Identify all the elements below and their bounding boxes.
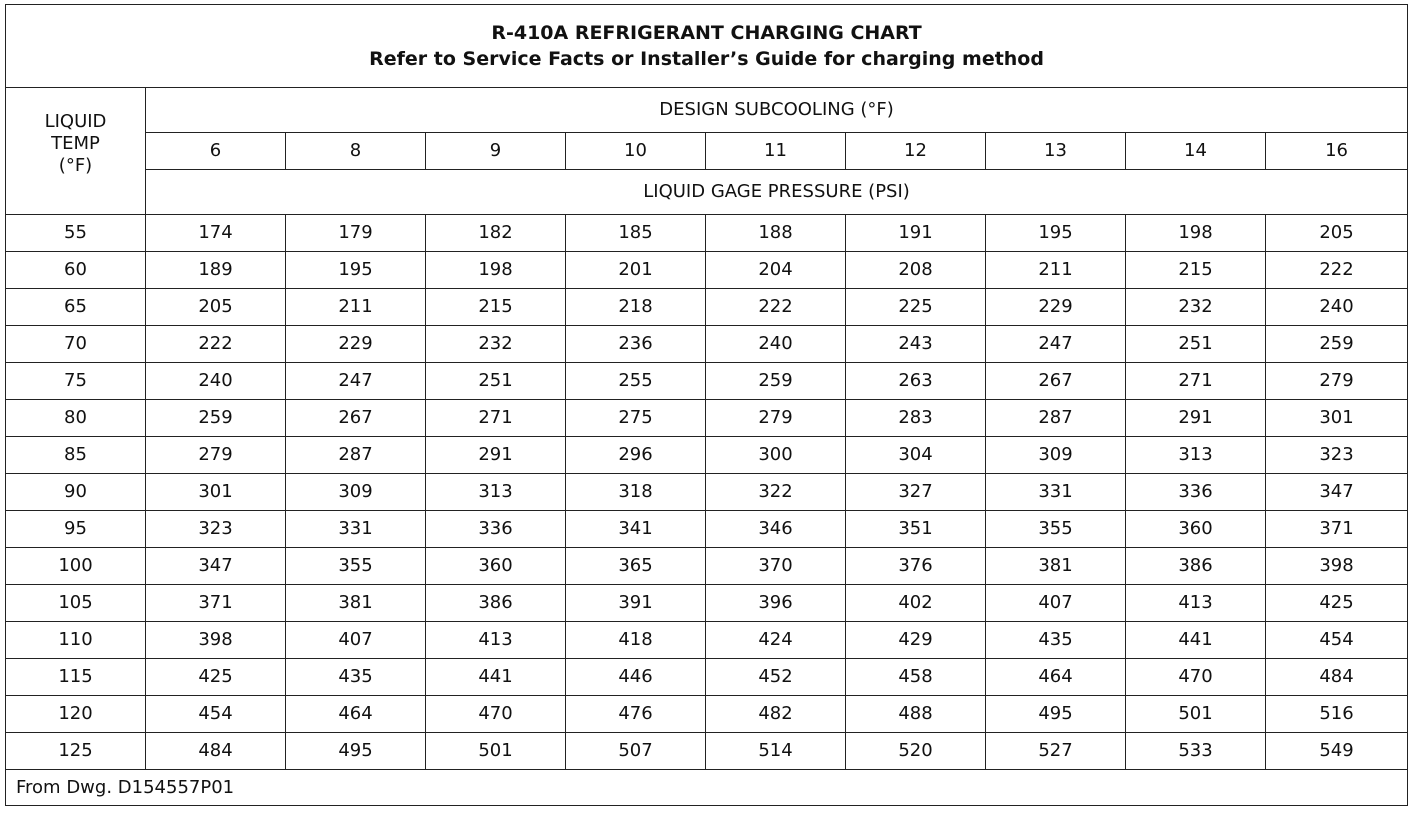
pressure-cell: 386 — [1126, 548, 1266, 585]
pressure-cell: 211 — [986, 252, 1126, 289]
pressure-cell: 407 — [986, 585, 1126, 622]
pressure-cell: 263 — [846, 363, 986, 400]
pressure-cell: 501 — [426, 733, 566, 770]
pressure-cell: 236 — [566, 326, 706, 363]
table-row — [6, 215, 1408, 252]
subcooling-column-header: 14 — [1126, 133, 1266, 170]
pressure-cell: 189 — [146, 252, 286, 289]
pressure-cell: 179 — [286, 215, 426, 252]
pressure-cell: 291 — [1126, 400, 1266, 437]
table-row — [6, 585, 1408, 622]
pressure-cell: 435 — [286, 659, 426, 696]
pressure-cell: 322 — [706, 474, 846, 511]
pressure-cell: 341 — [566, 511, 706, 548]
pressure-cell: 215 — [1126, 252, 1266, 289]
pressure-cell: 476 — [566, 696, 706, 733]
pressure-cell: 501 — [1126, 696, 1266, 733]
pressure-cell: 205 — [146, 289, 286, 326]
pressure-cell: 346 — [706, 511, 846, 548]
pressure-cell: 391 — [566, 585, 706, 622]
pressure-cell: 381 — [286, 585, 426, 622]
pressure-cell: 198 — [426, 252, 566, 289]
table-row — [6, 511, 1408, 548]
subcooling-column-header: 10 — [566, 133, 706, 170]
liquid-temp-cell: 65 — [6, 289, 146, 326]
liquid-temp-cell: 105 — [6, 585, 146, 622]
table-row — [6, 733, 1408, 770]
liquid-temp-cell: 75 — [6, 363, 146, 400]
pressure-cell: 371 — [1266, 511, 1408, 548]
liquid-temp-header — [6, 88, 146, 215]
pressure-cell: 229 — [986, 289, 1126, 326]
pressure-cell: 514 — [706, 733, 846, 770]
pressure-cell: 232 — [426, 326, 566, 363]
pressure-cell: 495 — [986, 696, 1126, 733]
pressure-cell: 452 — [706, 659, 846, 696]
pressure-cell: 396 — [706, 585, 846, 622]
pressure-cell: 527 — [986, 733, 1126, 770]
pressure-cell: 360 — [426, 548, 566, 585]
pressure-cell: 240 — [706, 326, 846, 363]
pressure-cell: 371 — [146, 585, 286, 622]
liquid-temp-header-line-2: TEMP — [51, 133, 100, 154]
pressure-cell: 482 — [706, 696, 846, 733]
pressure-cell: 365 — [566, 548, 706, 585]
pressure-cell: 376 — [846, 548, 986, 585]
pressure-cell: 425 — [146, 659, 286, 696]
pressure-cell: 470 — [1126, 659, 1266, 696]
pressure-cell: 454 — [1266, 622, 1408, 659]
pressure-cell: 218 — [566, 289, 706, 326]
pressure-cell: 331 — [286, 511, 426, 548]
chart-title-line-1: R-410A REFRIGERANT CHARGING CHART — [491, 22, 922, 44]
pressure-cell: 386 — [426, 585, 566, 622]
liquid-temp-cell: 115 — [6, 659, 146, 696]
pressure-cell: 174 — [146, 215, 286, 252]
table-row — [6, 289, 1408, 326]
pressure-cell: 446 — [566, 659, 706, 696]
pressure-cell: 300 — [706, 437, 846, 474]
pressure-cell: 251 — [1126, 326, 1266, 363]
subcooling-column-header: 8 — [286, 133, 426, 170]
pressure-cell: 347 — [1266, 474, 1408, 511]
pressure-cell: 381 — [986, 548, 1126, 585]
pressure-cell: 251 — [426, 363, 566, 400]
pressure-cell: 309 — [986, 437, 1126, 474]
chart-title-line-2: Refer to Service Facts or Installer’s Guide for charging method — [369, 48, 1044, 70]
pressure-cell: 435 — [986, 622, 1126, 659]
pressure-cell: 318 — [566, 474, 706, 511]
pressure-cell: 191 — [846, 215, 986, 252]
pressure-cell: 255 — [566, 363, 706, 400]
pressure-cell: 283 — [846, 400, 986, 437]
pressure-cell: 313 — [1126, 437, 1266, 474]
pressure-cell: 271 — [426, 400, 566, 437]
pressure-cell: 309 — [286, 474, 426, 511]
pressure-cell: 267 — [286, 400, 426, 437]
pressure-cell: 407 — [286, 622, 426, 659]
pressure-cell: 287 — [986, 400, 1126, 437]
pressure-cell: 229 — [286, 326, 426, 363]
pressure-cell: 418 — [566, 622, 706, 659]
table-row — [6, 400, 1408, 437]
liquid-temp-cell: 120 — [6, 696, 146, 733]
table-row — [6, 363, 1408, 400]
liquid-temp-cell: 80 — [6, 400, 146, 437]
liquid-temp-cell: 100 — [6, 548, 146, 585]
pressure-cell: 549 — [1266, 733, 1408, 770]
chart-body — [6, 215, 1408, 770]
pressure-cell: 516 — [1266, 696, 1408, 733]
pressure-cell: 370 — [706, 548, 846, 585]
liquid-temp-header-line-1: LIQUID — [44, 111, 107, 132]
subcooling-column-header: 16 — [1266, 133, 1408, 170]
pressure-cell: 259 — [706, 363, 846, 400]
pressure-cell: 507 — [566, 733, 706, 770]
subcooling-column-header: 13 — [986, 133, 1126, 170]
pressure-cell: 336 — [426, 511, 566, 548]
pressure-cell: 188 — [706, 215, 846, 252]
liquid-temp-cell: 110 — [6, 622, 146, 659]
table-row — [6, 437, 1408, 474]
subcooling-column-header: 11 — [706, 133, 846, 170]
pressure-cell: 533 — [1126, 733, 1266, 770]
subcooling-column-header: 6 — [146, 133, 286, 170]
pressure-cell: 464 — [286, 696, 426, 733]
liquid-temp-cell: 95 — [6, 511, 146, 548]
pressure-cell: 413 — [1126, 585, 1266, 622]
pressure-cell: 247 — [986, 326, 1126, 363]
charging-chart-table — [5, 4, 1408, 806]
pressure-cell: 259 — [1266, 326, 1408, 363]
subcooling-column-header: 9 — [426, 133, 566, 170]
pressure-cell: 351 — [846, 511, 986, 548]
liquid-temp-cell: 125 — [6, 733, 146, 770]
pressure-cell: 441 — [1126, 622, 1266, 659]
liquid-temp-cell: 60 — [6, 252, 146, 289]
pressure-cell: 247 — [286, 363, 426, 400]
pressure-cell: 204 — [706, 252, 846, 289]
table-row — [6, 659, 1408, 696]
pressure-cell: 287 — [286, 437, 426, 474]
pressure-cell: 198 — [1126, 215, 1266, 252]
pressure-cell: 424 — [706, 622, 846, 659]
table-row — [6, 548, 1408, 585]
table-row — [6, 622, 1408, 659]
pressure-cell: 398 — [146, 622, 286, 659]
table-row — [6, 474, 1408, 511]
pressure-cell: 240 — [1266, 289, 1408, 326]
subcooling-column-header: 12 — [846, 133, 986, 170]
chart-title — [6, 5, 1408, 88]
table-row — [6, 252, 1408, 289]
pressure-cell: 488 — [846, 696, 986, 733]
pressure-cell: 211 — [286, 289, 426, 326]
pressure-cell: 240 — [146, 363, 286, 400]
pressure-cell: 458 — [846, 659, 986, 696]
liquid-temp-cell: 85 — [6, 437, 146, 474]
pressure-cell: 301 — [1266, 400, 1408, 437]
pressure-cell: 355 — [286, 548, 426, 585]
liquid-temp-cell: 70 — [6, 326, 146, 363]
pressure-cell: 195 — [986, 215, 1126, 252]
liquid-temp-cell: 90 — [6, 474, 146, 511]
table-row — [6, 326, 1408, 363]
pressure-cell: 402 — [846, 585, 986, 622]
drawing-reference-footer: From Dwg. D154557P01 — [6, 770, 1408, 806]
pressure-cell: 323 — [146, 511, 286, 548]
pressure-cell: 185 — [566, 215, 706, 252]
pressure-cell: 470 — [426, 696, 566, 733]
pressure-cell: 225 — [846, 289, 986, 326]
pressure-cell: 259 — [146, 400, 286, 437]
pressure-cell: 327 — [846, 474, 986, 511]
pressure-cell: 520 — [846, 733, 986, 770]
pressure-cell: 195 — [286, 252, 426, 289]
pressure-cell: 279 — [146, 437, 286, 474]
pressure-cell: 205 — [1266, 215, 1408, 252]
pressure-cell: 182 — [426, 215, 566, 252]
pressure-cell: 243 — [846, 326, 986, 363]
pressure-cell: 271 — [1126, 363, 1266, 400]
pressure-cell: 331 — [986, 474, 1126, 511]
pressure-cell: 495 — [286, 733, 426, 770]
pressure-cell: 323 — [1266, 437, 1408, 474]
pressure-cell: 313 — [426, 474, 566, 511]
pressure-cell: 215 — [426, 289, 566, 326]
pressure-cell: 275 — [566, 400, 706, 437]
pressure-cell: 336 — [1126, 474, 1266, 511]
pressure-cell: 484 — [1266, 659, 1408, 696]
pressure-cell: 429 — [846, 622, 986, 659]
pressure-cell: 279 — [1266, 363, 1408, 400]
pressure-cell: 347 — [146, 548, 286, 585]
pressure-cell: 413 — [426, 622, 566, 659]
pressure-cell: 222 — [1266, 252, 1408, 289]
pressure-cell: 484 — [146, 733, 286, 770]
liquid-temp-cell: 55 — [6, 215, 146, 252]
pressure-cell: 232 — [1126, 289, 1266, 326]
pressure-cell: 301 — [146, 474, 286, 511]
pressure-cell: 291 — [426, 437, 566, 474]
pressure-cell: 360 — [1126, 511, 1266, 548]
pressure-cell: 296 — [566, 437, 706, 474]
pressure-cell: 222 — [146, 326, 286, 363]
pressure-cell: 208 — [846, 252, 986, 289]
design-subcooling-header: DESIGN SUBCOOLING (°F) — [146, 88, 1408, 133]
pressure-cell: 304 — [846, 437, 986, 474]
pressure-cell: 398 — [1266, 548, 1408, 585]
pressure-cell: 355 — [986, 511, 1126, 548]
pressure-cell: 454 — [146, 696, 286, 733]
pressure-cell: 441 — [426, 659, 566, 696]
pressure-cell: 201 — [566, 252, 706, 289]
pressure-cell: 222 — [706, 289, 846, 326]
pressure-cell: 267 — [986, 363, 1126, 400]
pressure-cell: 279 — [706, 400, 846, 437]
table-row — [6, 696, 1408, 733]
pressure-cell: 425 — [1266, 585, 1408, 622]
liquid-temp-header-line-3: (°F) — [58, 155, 93, 176]
pressure-cell: 464 — [986, 659, 1126, 696]
liquid-gage-pressure-header: LIQUID GAGE PRESSURE (PSI) — [146, 170, 1408, 215]
subcooling-values-row — [6, 133, 1408, 170]
